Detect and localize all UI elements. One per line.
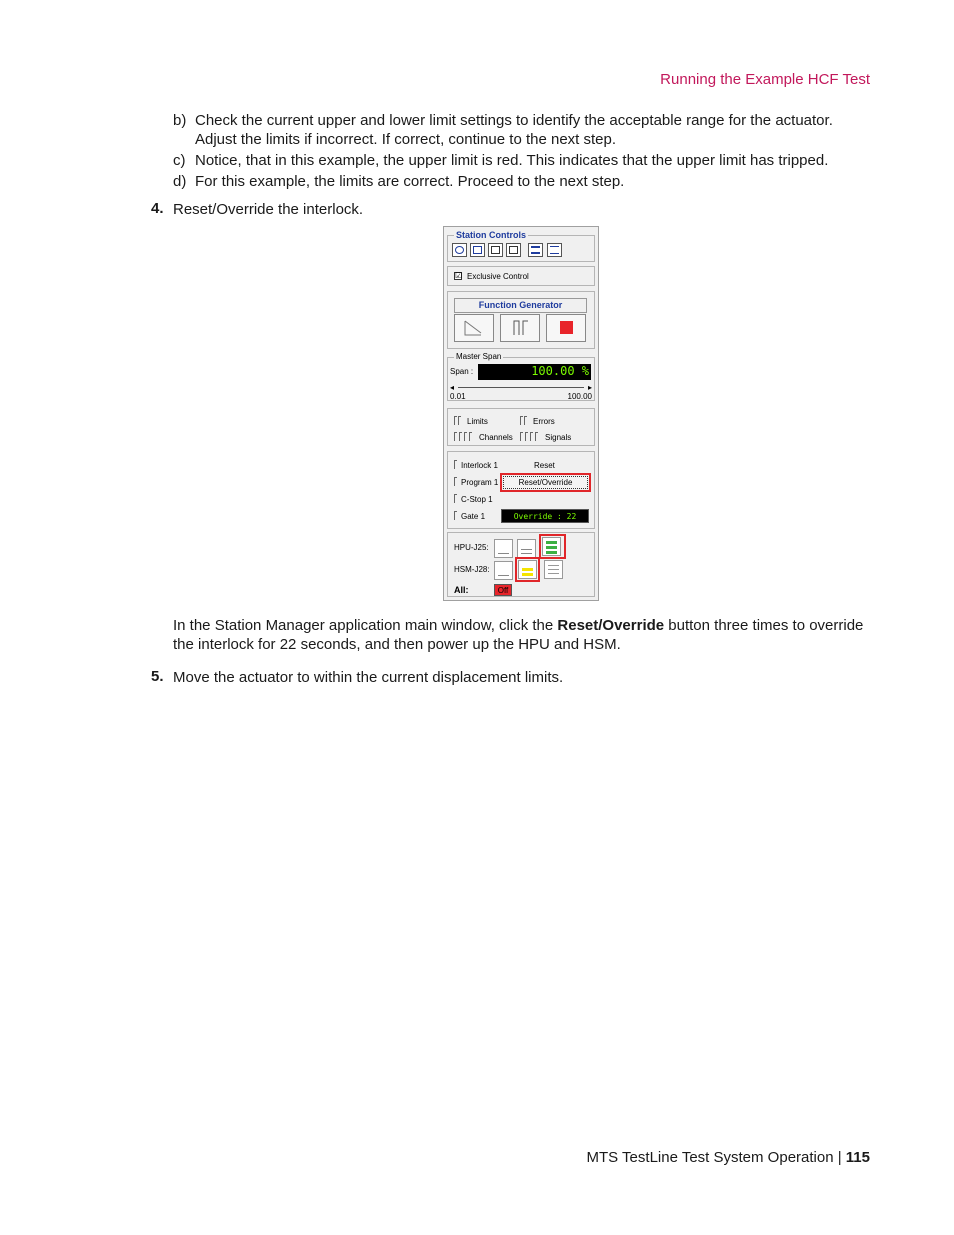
program-label: Program 1 <box>461 478 499 487</box>
substep-label: c) <box>173 152 186 169</box>
exclusive-control-group <box>447 266 595 286</box>
substep-text: Check the current upper and lower limit settings to identify the acceptable range for the actuator. <box>195 112 833 129</box>
step-text: Move the actuator to within the current displacement limits. <box>173 669 564 686</box>
instruction-paragraph-cont: the interlock for 22 seconds, and then power up the HPU and HSM. <box>173 636 621 653</box>
exclusive-control-checkbox[interactable]: ☑ <box>455 271 463 280</box>
substep-b <box>173 111 833 130</box>
hsm-high-button[interactable] <box>544 560 563 579</box>
hsm-label: HSM-J28: <box>454 565 490 574</box>
hsm-off-button[interactable] <box>494 561 513 580</box>
substep-d <box>173 172 624 191</box>
substep-b-cont: Adjust the limits if incorrect. If correct, continue to the next step. <box>195 131 617 148</box>
exclusive-control-label: Exclusive Control <box>467 272 529 281</box>
span-label: Span : <box>450 367 474 376</box>
scope-tool-icon[interactable] <box>470 243 485 257</box>
substep-c <box>173 151 828 170</box>
signals-label: Signals <box>545 433 572 442</box>
paragraph-text: In the Station Manager application main window, click the <box>173 617 558 634</box>
station-controls-title: Station Controls <box>456 230 526 240</box>
interlock-group <box>447 451 595 529</box>
list-tool-icon[interactable] <box>547 243 562 257</box>
override-countdown-display: Override : 22 <box>501 509 589 523</box>
station-controls-group <box>447 230 595 262</box>
all-off-button[interactable]: Off <box>494 584 512 596</box>
hpu-high-button[interactable] <box>542 537 561 556</box>
substep-text: Notice, that in this example, the upper limit is red. This indicates that the upper limit has tripped. <box>195 152 829 169</box>
gate-label: Gate 1 <box>461 512 486 521</box>
interlock-label: Interlock 1 <box>461 461 498 470</box>
function-generator-label: Function Generator <box>454 298 587 313</box>
circle-tool-icon[interactable] <box>452 243 467 257</box>
arrows-tool-icon[interactable] <box>528 243 543 257</box>
hold-button[interactable] <box>500 314 540 342</box>
chevron-left-icon[interactable]: ◂ <box>450 383 455 392</box>
substep-text: For this example, the limits are correct. Proceed to the next step. <box>195 173 625 190</box>
chevron-right-icon[interactable]: ▸ <box>587 383 592 392</box>
errors-label: Errors <box>533 417 555 426</box>
paragraph-text: button three times to override <box>664 617 864 634</box>
cstop-label: C-Stop 1 <box>461 495 493 504</box>
reset-override-button[interactable]: Reset/Override <box>503 476 588 489</box>
page-number: 115 <box>845 1149 870 1166</box>
all-label: All: <box>454 585 469 595</box>
instruction-paragraph <box>173 616 863 635</box>
channels-label: Channels <box>479 433 513 442</box>
master-span-title: Master Span <box>456 352 502 361</box>
station-controls-panel <box>443 226 599 601</box>
doc-title: MTS TestLine Test System Operation <box>586 1149 834 1166</box>
stop-square-icon <box>560 321 573 334</box>
step-text: Reset/Override the interlock. <box>173 201 364 218</box>
substep-label: b) <box>173 112 187 129</box>
step-number: 5. <box>151 668 164 685</box>
limits-label: Limits <box>467 417 488 426</box>
substep-label: d) <box>173 173 187 190</box>
function-generator-group <box>447 291 595 349</box>
ramp-icon <box>455 315 493 341</box>
reset-override-emphasis: Reset/Override <box>557 617 665 634</box>
page-footer <box>587 1149 871 1166</box>
master-span-group <box>447 352 595 401</box>
status-indicators-group <box>447 408 595 446</box>
slider-max: 100.00 <box>567 392 592 401</box>
ramp-button[interactable] <box>454 314 494 342</box>
running-header: Running the Example HCF Test <box>660 71 870 88</box>
export-tool-icon[interactable] <box>506 243 521 257</box>
reset-button[interactable]: Reset <box>534 461 555 470</box>
hpu-off-button[interactable] <box>494 539 513 558</box>
hpu-label: HPU-J25: <box>454 543 489 552</box>
pulse-icon <box>501 315 539 341</box>
meters-tool-icon[interactable] <box>488 243 503 257</box>
slider-min: 0.01 <box>450 392 466 401</box>
power-group <box>447 532 595 597</box>
step-number: 4. <box>151 200 164 217</box>
stop-button[interactable] <box>546 314 586 342</box>
footer-separator: | <box>833 1149 846 1166</box>
span-value-display: 100.00 % <box>478 364 591 380</box>
hsm-low-button[interactable] <box>518 560 537 579</box>
hpu-low-button[interactable] <box>517 539 536 558</box>
